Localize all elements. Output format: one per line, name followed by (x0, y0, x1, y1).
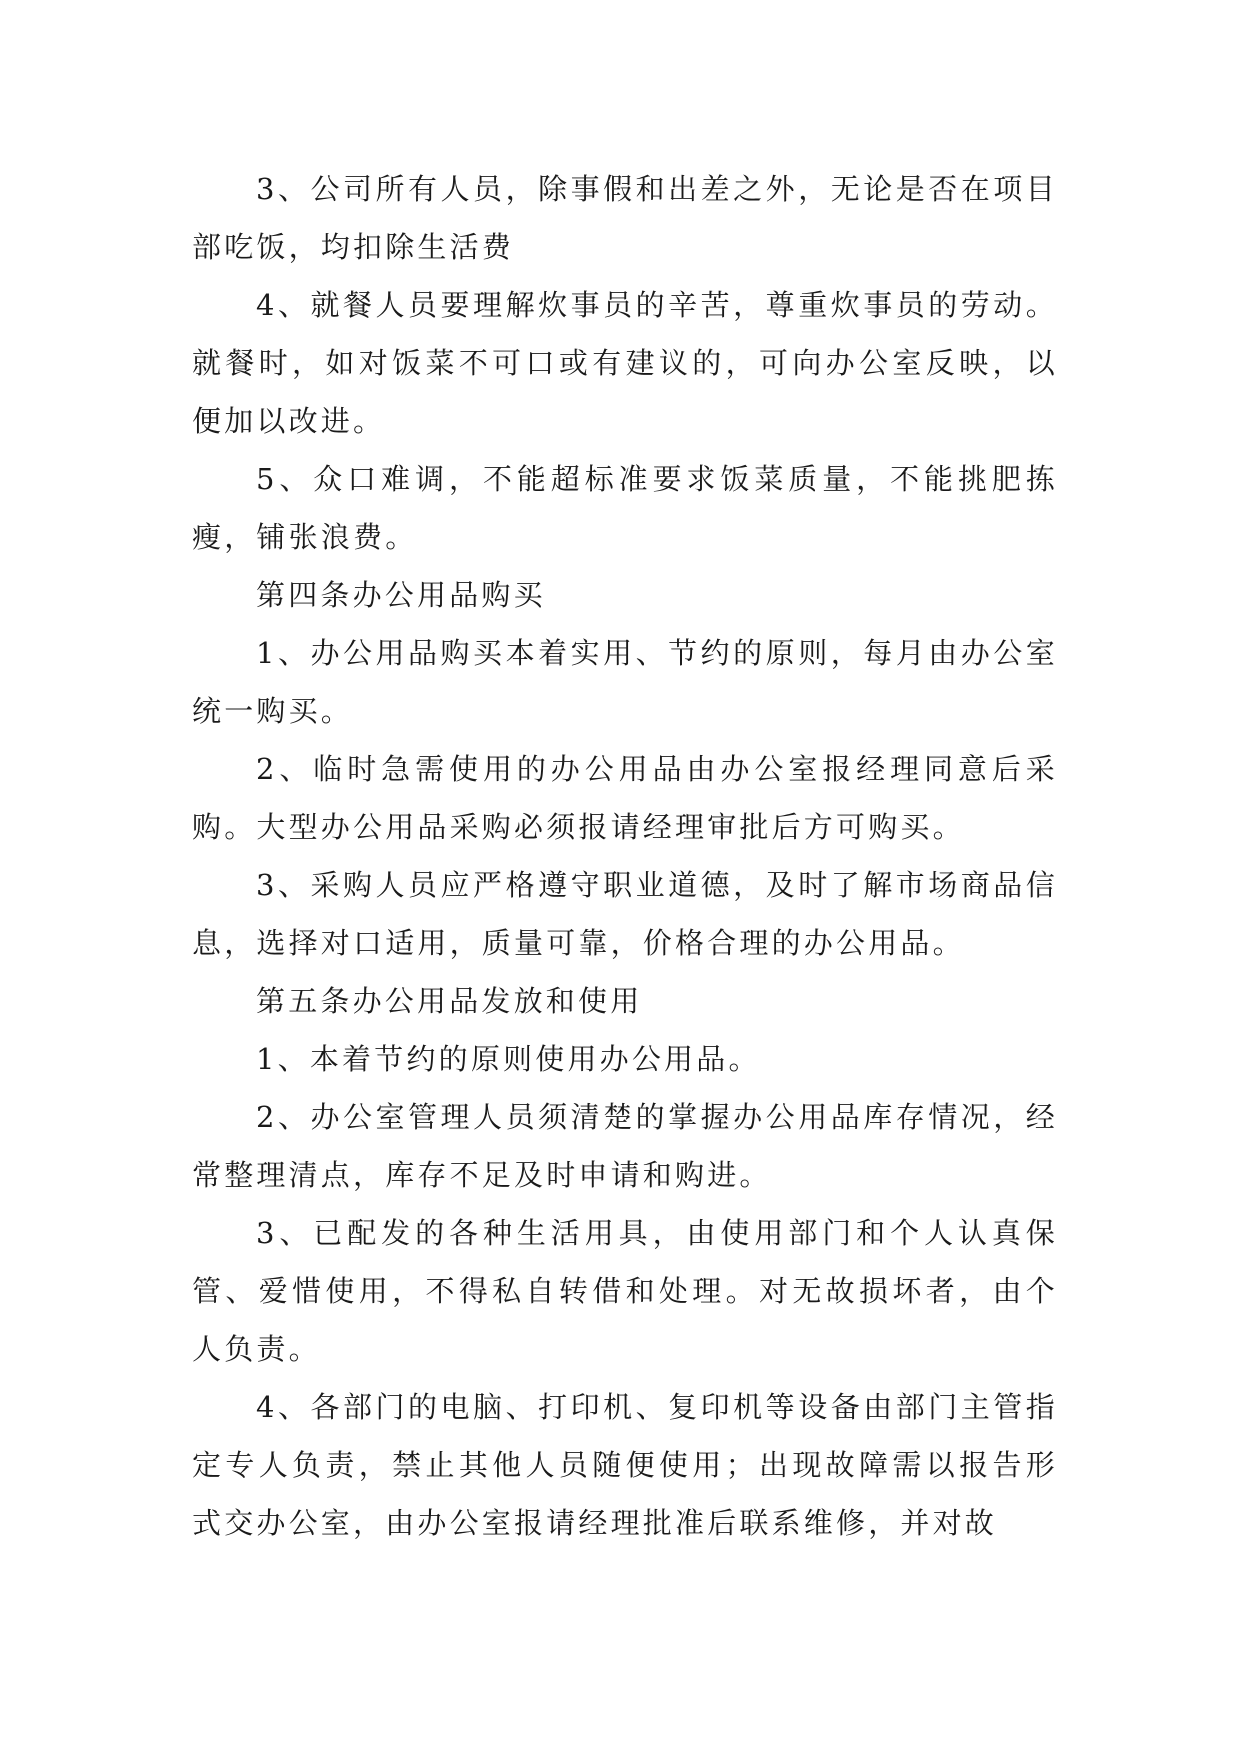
paragraph-respect-cooks: 4、就餐人员要理解炊事员的辛苦，尊重炊事员的劳动。就餐时，如对饭菜不可口或有建议的，可向办公室反映，以便加以改进。 (192, 288, 1058, 438)
paragraph-urgent-purchase: 2、临时急需使用的办公用品由办公室报经理同意后采购。大型办公用品采购必须报请经理审批后方可购买。 (192, 752, 1058, 844)
paragraph-meal-fee: 3、公司所有人员，除事假和出差之外，无论是否在项目部吃饭，均扣除生活费 (192, 172, 1058, 264)
paragraph-no-waste: 5、众口难调，不能超标准要求饭菜质量，不能挑肥拣瘦，铺张浪费。 (192, 462, 1058, 554)
section-heading-distribution: 第五条办公用品发放和使用 (256, 984, 643, 1018)
paragraph-inventory: 2、办公室管理人员须清楚的掌握办公用品库存情况，经常整理清点，库存不足及时申请和购进。 (192, 1100, 1058, 1192)
paragraph-equipment-care: 3、已配发的各种生活用具，由使用部门和个人认真保管、爱惜使用，不得私自转借和处理。对无故损坏者，由个人负责。 (192, 1216, 1058, 1366)
section-heading-purchase: 第四条办公用品购买 (256, 578, 546, 612)
paragraph-device-management: 4、各部门的电脑、打印机、复印机等设备由部门主管指定专人负责，禁止其他人员随便使用；出现故障需以报告形式交办公室，由办公室报请经理批准后联系维修，并对故 (192, 1390, 1058, 1540)
paragraph-frugal-use: 1、本着节约的原则使用办公用品。 (256, 1042, 761, 1076)
document-page (192, 160, 1058, 1552)
paragraph-purchaser-ethics: 3、采购人员应严格遵守职业道德，及时了解市场商品信息，选择对口适用，质量可靠，价格合理的办公用品。 (192, 868, 1058, 960)
paragraph-purchase-principle: 1、办公用品购买本着实用、节约的原则，每月由办公室统一购买。 (192, 636, 1058, 728)
